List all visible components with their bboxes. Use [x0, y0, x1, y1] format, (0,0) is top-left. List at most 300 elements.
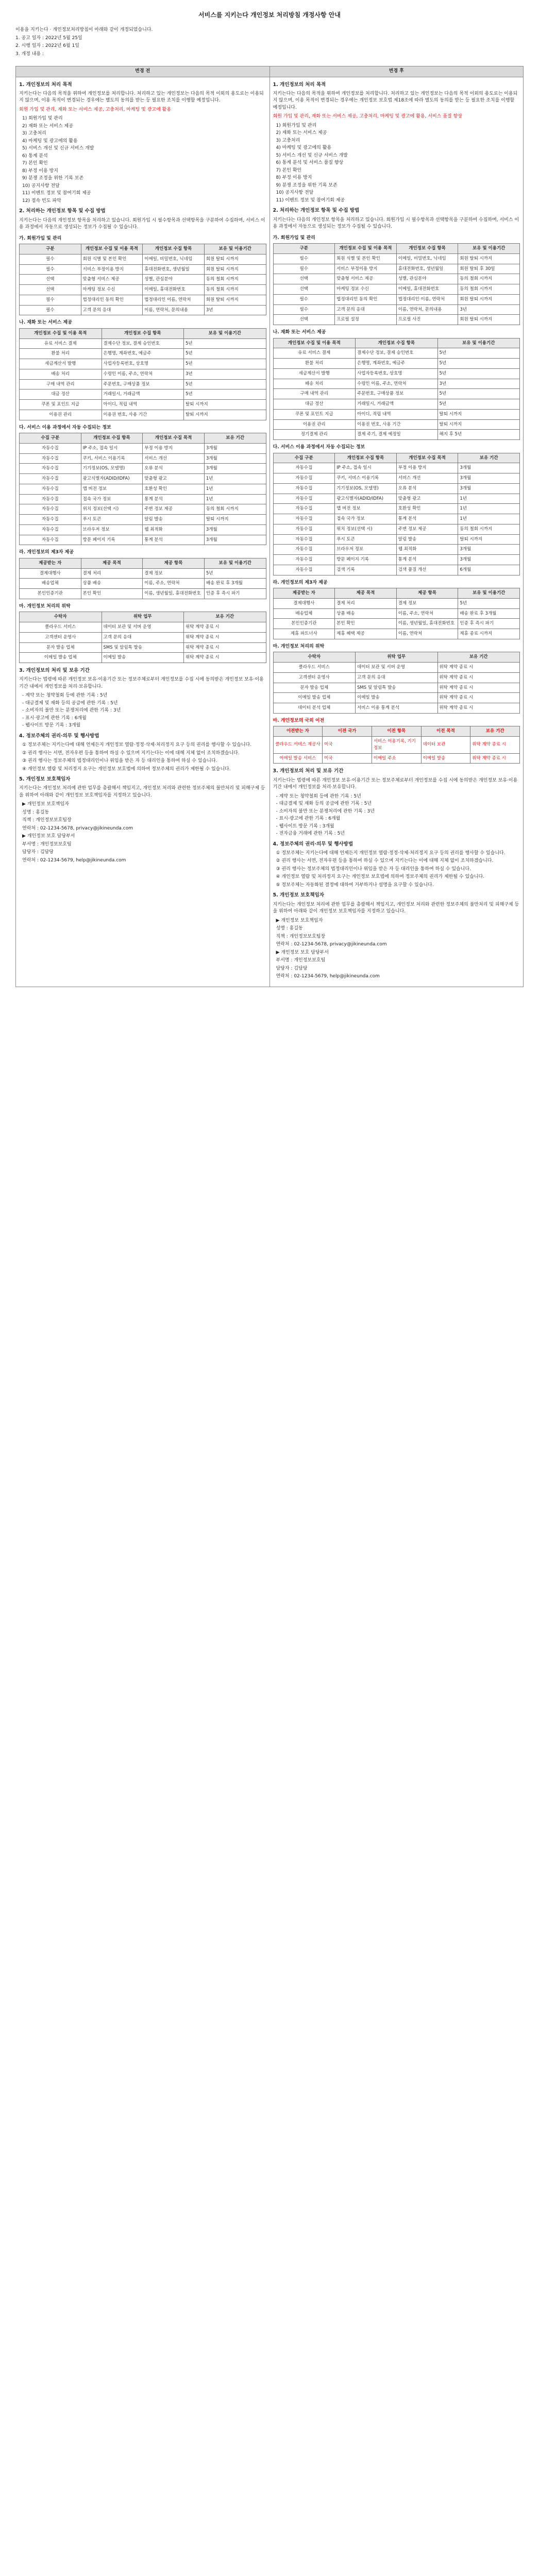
section-title: 3. 개인정보의 처리 및 보유 기간	[19, 668, 90, 673]
table-cell: 서비스 개선	[143, 453, 205, 464]
table-cell: 결제 정보	[396, 598, 458, 608]
table-cell: 필수	[20, 295, 81, 305]
table-cell: 위탁 계약 종료 시	[184, 622, 266, 633]
list-item: ④ 개인정보 열람 및 처리정지 요구는 개인정보 보호법에 의하여 정보주체의 권리가 제한될 수 있습니다.	[22, 766, 231, 772]
section-title: 2. 처리하는 개인정보 항목 및 수집 방법	[19, 208, 106, 214]
table-cell: 위탁 계약 종료 시	[437, 683, 520, 693]
column-header: 이전 항목	[372, 726, 421, 737]
table-row	[20, 305, 266, 315]
table-row	[273, 348, 520, 359]
table-cell: 탈퇴 시까지	[437, 419, 520, 430]
table-cell: 제휴 종료 시까지	[458, 629, 520, 639]
table-cell: 미국	[323, 737, 372, 754]
contact-line: 직책 : 개인정보보호팀장	[276, 934, 326, 939]
contact-line: 성명 : 홍길동	[276, 926, 303, 931]
intro-block	[0, 27, 539, 66]
table-cell: 브라우저 정보	[335, 545, 397, 555]
column-header: 이전 목적	[421, 726, 470, 737]
table-cell: 아이디, 적립 내역	[102, 400, 184, 410]
column-header: 보유 기간	[184, 612, 266, 622]
table-row	[20, 453, 266, 464]
table-cell: 1년	[204, 484, 266, 494]
table-row	[20, 524, 266, 535]
table-cell: 회원 식별 및 본인 확인	[81, 254, 143, 264]
table-cell: 배송 처리	[20, 369, 102, 379]
table-cell: 위탁 계약 종료 시	[437, 703, 520, 714]
column-header: 제공받는 자	[20, 558, 81, 568]
list-item: 5) 서비스 개선 및 신규 서비스 개발	[276, 152, 348, 158]
table-row	[273, 514, 520, 524]
table-cell: 탈퇴 시까지	[458, 534, 520, 545]
t6-table	[273, 726, 520, 764]
list-item: 11) 이벤트 정보 및 참여기회 제공	[276, 197, 345, 203]
list-item: 2) 재화 또는 서비스 제공	[276, 130, 327, 136]
table-row	[273, 368, 520, 379]
table-cell: 이름, 주소, 연락처	[143, 579, 205, 589]
table-cell: 주변 정보 제공	[143, 504, 205, 515]
table-cell: 법정대리인 동의 확인	[81, 295, 143, 305]
table-cell: 은행명, 계좌번호, 예금주	[102, 349, 184, 359]
table-cell: 위탁 계약 종료 시	[437, 693, 520, 703]
table-cell: 유료 서비스 결제	[20, 338, 102, 349]
table-cell: 데이터 보관 및 서버 운영	[356, 663, 438, 673]
column-header: 보유 기간	[458, 453, 520, 463]
table-row	[273, 753, 520, 764]
table-cell: 서비스 이용기록, 기기정보	[372, 737, 421, 754]
table-row	[273, 463, 520, 473]
table-row	[273, 534, 520, 545]
table-cell: 이용권 관리	[273, 419, 356, 430]
table-cell: 동의 철회 시까지	[458, 524, 520, 534]
contact-line: 부서명 : 개인정보보호팀	[276, 958, 326, 963]
column-header: 위탁 업무	[356, 652, 438, 663]
table-cell: 자동수집	[273, 555, 335, 565]
table-cell: 자동수집	[273, 514, 335, 524]
table-cell: 쿠키, 서비스 이용기록	[335, 473, 397, 484]
table-row	[20, 535, 266, 545]
before-column	[16, 77, 270, 987]
table-cell: 미국	[323, 753, 372, 764]
table-cell: 접속 국가 정보	[81, 494, 143, 504]
table-row	[20, 254, 266, 264]
table-cell: 앱 버전 정보	[335, 504, 397, 514]
table-cell: 상품 배송	[335, 608, 397, 619]
contact-line: 담당자 : 김담당	[276, 965, 308, 971]
list-item: ⑤ 정보주체는 자동화된 결정에 대하여 거부하거나 설명을 요구할 수 있습니다.	[276, 882, 434, 888]
table-cell: 자동수집	[20, 535, 81, 545]
table-cell: 동의 철회 시까지	[458, 274, 520, 284]
list-item: 7) 본인 확인	[22, 161, 48, 166]
table-row	[20, 504, 266, 515]
table-row	[273, 672, 520, 683]
table-header-row	[20, 328, 266, 338]
table-cell: 위탁 계약 종료 시	[437, 672, 520, 683]
table-row	[20, 589, 266, 599]
table-cell: 회원 탈퇴 시까지	[204, 254, 266, 264]
table-cell: 1년	[458, 514, 520, 524]
table-row	[273, 737, 520, 754]
list-item: - 소비자의 불만 또는 분쟁처리에 관한 기록 : 3년	[276, 808, 375, 814]
table-row	[273, 473, 520, 484]
table-header-row	[20, 433, 266, 444]
table-cell: 이름, 연락처, 문의내용	[143, 305, 205, 315]
table-row	[273, 274, 520, 284]
table-cell: 통계 분석	[396, 555, 458, 565]
table-cell: 문자 발송 업체	[273, 683, 356, 693]
table-cell: 본인인증기관	[273, 619, 335, 629]
list-item: 3) 고충처리	[276, 138, 300, 143]
column-header: 보유 및 이용기간	[458, 588, 520, 599]
table-cell: 6개월	[458, 565, 520, 575]
column-header: 보유 기간	[204, 433, 266, 444]
t1-table	[273, 243, 520, 325]
rights-list	[276, 850, 520, 889]
purpose-list	[22, 115, 266, 205]
list-item: ① 정보주체는 지키는다에 대해 언제든지 개인정보 열람·정정·삭제·처리정지 요구 등의 권리를 행사할 수 있습니다.	[276, 850, 506, 856]
table-cell: 통계 분석	[143, 535, 205, 545]
table-header-row	[273, 244, 520, 254]
column-header: 개인정보 수집 및 이용 목적	[81, 244, 143, 255]
list-item: 1) 회원가입 및 관리	[276, 123, 317, 128]
list-item: 7) 본인 확인	[276, 167, 302, 173]
table-cell: 본인인증기관	[20, 589, 81, 599]
purpose-highlight: 회원 가입 및 관리, 재화 또는 서비스 제공, 고충처리, 마케팅 및 광고에 활용, 서비스 품질 향상	[273, 114, 462, 120]
section-text: 지키는다는 다음의 개인정보 항목을 처리하고 있습니다. 회원가입 시 필수항목과 선택항목을 구분하여 수집하며, 서비스 이용 과정에서 자동으로 생성되는 정보가 수집될 수 있습니다.	[19, 217, 265, 230]
list-item: - 대금결제 및 재화 등의 공급에 관한 기록 : 5년	[276, 801, 372, 806]
table-cell: 고객센터 운영사	[20, 632, 102, 642]
table-cell: 이름, 생년월일, 휴대전화번호	[143, 589, 205, 599]
after-column	[270, 77, 524, 987]
table-row	[273, 389, 520, 399]
section-title: 4. 정보주체의 권리·의무 및 행사방법	[273, 841, 353, 847]
table-cell: 이름, 연락처, 문의내용	[396, 304, 458, 315]
table-cell: 배송 처리	[273, 379, 356, 389]
table-cell: 5년	[184, 389, 266, 400]
table-cell: 위탁 계약 종료 시	[184, 653, 266, 663]
table-cell: SMS 및 알림톡 발송	[102, 642, 184, 653]
list-item: - 웹사이트 방문 기록 : 3개월	[22, 723, 81, 728]
table-cell: 위탁 계약 종료 시	[470, 753, 520, 764]
column-header: 이전받는 자	[273, 726, 323, 737]
table-cell: 유료 서비스 결제	[273, 348, 356, 359]
table-row	[20, 653, 266, 663]
table-row	[273, 304, 520, 315]
table-cell: 3년	[458, 304, 520, 315]
table-cell: 동의 철회 시까지	[204, 275, 266, 285]
list-item: - 대금결제 및 재화 등의 공급에 관한 기록 : 5년	[22, 700, 118, 706]
table-cell: 이메일 발송 업체	[273, 693, 356, 703]
rights-list	[22, 742, 266, 773]
table-cell: 자동수집	[273, 483, 335, 494]
table-cell: 이용권 번호, 사용 기간	[356, 419, 438, 430]
table-cell: 3개월	[458, 555, 520, 565]
table-cell: 위탁 계약 종료 시	[437, 663, 520, 673]
table-cell: 자동수집	[273, 545, 335, 555]
column-header: 개인정보 수집 및 이용 목적	[335, 244, 397, 254]
table-row	[20, 400, 266, 410]
column-header: 보유 및 이용기간	[458, 244, 520, 254]
comparison-table	[15, 66, 524, 987]
column-header: 제공 항목	[396, 588, 458, 599]
table-cell: 탈퇴 시까지	[184, 400, 266, 410]
table-cell: 수령인 이름, 주소, 연락처	[102, 369, 184, 379]
contact-line: 성명 : 홍길동	[22, 809, 49, 815]
table-cell: 이메일 발송	[356, 693, 438, 703]
table-row	[273, 430, 520, 440]
column-header: 보유 기간	[437, 652, 520, 663]
contact-line: 담당자 : 김담당	[22, 850, 54, 855]
table-cell: 결제 처리	[335, 598, 397, 608]
table-cell: 검색 품질 개선	[396, 565, 458, 575]
table-row	[20, 515, 266, 525]
table-cell: 이메일, 비밀번호, 닉네임	[396, 253, 458, 264]
table-cell: 3개월	[458, 545, 520, 555]
table-cell: 성별, 관심분야	[396, 274, 458, 284]
section-text: 지키는다는 다음의 목적을 위하여 개인정보를 처리합니다. 처리하고 있는 개인정보는 다음의 목적 이외의 용도로는 이용되지 않으며, 이용 목적이 변경되는 경우에는 개인정보 보호법 제18조에 따라 별도의 동의를 받는 등 필요한 조치를 이행할 예정입니다.	[273, 91, 518, 110]
table-cell: 고객 문의 응대	[102, 632, 184, 642]
table-cell: 푸시 토큰	[81, 515, 143, 525]
table-cell: 서비스 이용 통계 분석	[356, 703, 438, 714]
table-row	[20, 622, 266, 633]
contact-line: ▶ 개인정보 보호책임자	[276, 918, 323, 923]
table-cell: 필수	[20, 264, 81, 275]
table-cell: 휴대전화번호, 생년월일	[396, 264, 458, 274]
list-item: 10) 공지사항 전달	[276, 190, 314, 196]
table-cell: 거래일시, 거래금액	[356, 399, 438, 410]
table-row	[20, 410, 266, 420]
column-header: 개인정보 수집 항목	[335, 453, 397, 463]
table-row	[20, 632, 266, 642]
table-cell: 수령인 이름, 주소, 연락처	[356, 379, 438, 389]
table-cell: 자동수집	[273, 524, 335, 534]
table-cell: 접속 국가 정보	[335, 514, 397, 524]
table-cell: 고객 문의 응대	[356, 672, 438, 683]
table-cell: 결제대행사	[20, 568, 81, 579]
t2-table	[19, 328, 266, 420]
table-cell: 자동수집	[20, 443, 81, 453]
list-item: 4) 마케팅 및 광고에의 활용	[22, 138, 78, 144]
section-title: 2. 처리하는 개인정보 항목 및 수집 방법	[273, 208, 360, 214]
purpose-list	[276, 123, 520, 205]
page-title: 서비스를 지키는다 개인정보 처리방침 개정사항 안내	[198, 11, 341, 19]
table-cell: 위탁 계약 종료 시	[184, 642, 266, 653]
contact-line: ▶ 개인정보 보호 담당부서	[276, 950, 329, 955]
section-title: 4. 정보주체의 권리·의무 및 행사방법	[19, 733, 99, 739]
list-item: ④ 개인정보 열람 및 처리정지 요구는 개인정보 보호법에 의하여 정보주체의 권리가 제한될 수 있습니다.	[276, 874, 485, 880]
table-row	[273, 524, 520, 534]
table-row	[273, 294, 520, 304]
column-header: 보유 및 이용기간	[204, 244, 266, 255]
table-cell: 호환성 확인	[396, 504, 458, 514]
table-cell: 5년	[184, 338, 266, 349]
list-item: 5) 서비스 개선 및 신규 서비스 개발	[22, 146, 94, 151]
table-row	[273, 419, 520, 430]
table-row	[273, 565, 520, 575]
table-cell: 통계 분석	[396, 514, 458, 524]
table-cell: 인증 후 즉시 파기	[458, 619, 520, 629]
table-header-row	[273, 338, 520, 348]
table-row	[20, 474, 266, 484]
table-cell: 서비스 개선	[396, 473, 458, 484]
table-row	[273, 663, 520, 673]
table-cell: 선택	[273, 315, 335, 325]
table-cell: 자동수집	[20, 453, 81, 464]
contact-line: 연락처 : 02-1234-5678, privacy@jikineunda.com	[276, 942, 387, 947]
after-header: 변경 후	[270, 66, 524, 77]
table-cell: 방문 페이지 기록	[335, 555, 397, 565]
column-header: 보유 및 이용기간	[184, 328, 266, 338]
contact-line: 연락처 : 02-1234-5679, help@jikineunda.com	[22, 857, 126, 863]
column-header: 개인정보 수집 항목	[102, 328, 184, 338]
table-row	[273, 703, 520, 714]
table-cell: 자동수집	[273, 565, 335, 575]
table-cell: 3개월	[458, 463, 520, 473]
intro-line: 3. 개정 내용 :	[15, 51, 44, 57]
table-header-row	[273, 726, 520, 737]
table-label: 나. 재화 또는 서비스 제공	[273, 330, 326, 335]
table-row	[20, 338, 266, 349]
column-header: 수집 구분	[273, 453, 335, 463]
list-item: - 소비자의 불만 또는 분쟁처리에 관한 기록 : 3년	[22, 708, 121, 714]
contact-line: ▶ 개인정보 보호책임자	[22, 802, 69, 807]
table-cell: 서비스 부정이용 방지	[335, 264, 397, 274]
table-cell: 탈퇴 시까지	[437, 409, 520, 419]
column-header: 개인정보 수집 항목	[81, 433, 143, 444]
table-label: 라. 개인정보의 제3자 제공	[19, 550, 74, 555]
table-cell: 정기결제 관리	[273, 430, 356, 440]
table-cell: 회원 식별 및 본인 확인	[335, 253, 397, 264]
table-cell: 푸시 토큰	[335, 534, 397, 545]
table-row	[20, 389, 266, 400]
table-cell: 주문번호, 구매상품 정보	[356, 389, 438, 399]
table-cell: 5년	[437, 399, 520, 410]
table-cell: 알림 발송	[143, 515, 205, 525]
table-cell: 알림 발송	[396, 534, 458, 545]
table-cell: 부정 이용 방지	[143, 443, 205, 453]
table-cell: 이메일 주소	[372, 753, 421, 764]
list-item: 6) 통계 분석 및 서비스 품질 향상	[276, 160, 344, 166]
list-item: ① 정보주체는 지키는다에 대해 언제든지 개인정보 열람·정정·삭제·처리정지 요구 등의 권리를 행사할 수 있습니다.	[22, 742, 252, 748]
contact-line: ▶ 개인정보 보호 담당부서	[22, 834, 75, 839]
section-title: 3. 개인정보의 처리 및 보유 기간	[273, 768, 344, 774]
table-cell: 3개월	[204, 453, 266, 464]
table-cell: 필수	[20, 254, 81, 264]
table-cell: 프로필 사진	[396, 315, 458, 325]
table-header-row	[20, 612, 266, 622]
table-row	[20, 275, 266, 285]
table-cell: 자동수집	[20, 474, 81, 484]
table-row	[273, 264, 520, 274]
table-cell: 앱 버전 정보	[81, 484, 143, 494]
table-cell: 자동수집	[20, 484, 81, 494]
column-header: 개인정보 수집 항목	[356, 338, 438, 348]
table-cell: 오류 분석	[143, 464, 205, 474]
table-cell: 사업자등록번호, 상호명	[102, 359, 184, 369]
table-cell: 배송업체	[20, 579, 81, 589]
table-row	[273, 608, 520, 619]
t4-table	[19, 558, 266, 599]
table-cell: 클라우드 서비스	[20, 622, 102, 633]
retention-list	[276, 793, 520, 838]
table-cell: 환불 처리	[273, 359, 356, 369]
table-row	[273, 504, 520, 514]
t3-table	[273, 453, 520, 575]
table-row	[20, 443, 266, 453]
list-item: 2) 재화 또는 서비스 제공	[22, 123, 73, 129]
table-cell: IP 주소, 접속 일시	[81, 443, 143, 453]
table-row	[20, 359, 266, 369]
table-cell: 동의 철회 시까지	[204, 504, 266, 515]
table-row	[20, 264, 266, 275]
table-cell: 배송업체	[273, 608, 335, 619]
section-title: 5. 개인정보 보호책임자	[273, 892, 324, 899]
section-text: 지키는다는 개인정보 처리에 관한 업무를 총괄해서 책임지고, 개인정보 처리와 관련한 정보주체의 불만처리 및 피해구제 등을 위하여 아래와 같이 개인정보 보호책임자를 지정하고 있습니다.	[19, 786, 265, 798]
contact-line: 부서명 : 개인정보보호팀	[22, 841, 72, 847]
table-cell: 이용권 관리	[20, 410, 102, 420]
table-cell: 1년	[204, 474, 266, 484]
list-item: - 전자금융 거래에 관한 기록 : 5년	[276, 831, 345, 836]
table-cell: 마케팅 정보 수신	[335, 284, 397, 295]
table-cell: 5년	[437, 348, 520, 359]
table-cell: 5년	[458, 598, 520, 608]
table-cell: 3개월	[204, 443, 266, 453]
table-cell: 배송 완료 후 3개월	[204, 579, 266, 589]
table-cell: 선택	[20, 285, 81, 295]
table-cell: 은행명, 계좌번호, 예금주	[356, 359, 438, 369]
table-cell: 프로필 설정	[335, 315, 397, 325]
list-item: 9) 분쟁 조정을 위한 기록 보존	[22, 176, 84, 181]
intro-line: 2. 시행 일자 : 2022년 6월 1일	[15, 43, 79, 48]
table-cell: 고객센터 운영사	[273, 672, 356, 683]
table-cell: 1년	[458, 504, 520, 514]
section-title: 5. 개인정보 보호책임자	[19, 776, 71, 782]
table-cell: 주변 정보 제공	[396, 524, 458, 534]
table-row	[20, 295, 266, 305]
table-header-row	[273, 453, 520, 463]
table-header-row	[273, 652, 520, 663]
intro-line: 이용을 지키는다 · 개인정보처리방침이 아래와 같이 개정되었습니다.	[15, 27, 153, 32]
t5-table	[273, 652, 520, 714]
column-header: 수집 구분	[20, 433, 81, 444]
table-cell: 자동수집	[273, 494, 335, 504]
table-cell: 법정대리인 동의 확인	[335, 294, 397, 304]
table-cell: 구매 내역 관리	[273, 389, 356, 399]
table-cell: 회원 탈퇴 후 30일	[458, 264, 520, 274]
list-item: ③ 권리 행사는 정보주체의 법정대리인이나 위임을 받은 자 등 대리인을 통하여 하실 수 있습니다.	[276, 866, 471, 872]
table-cell: 방문 페이지 기록	[81, 535, 143, 545]
table-cell: 3개월	[458, 473, 520, 484]
column-header: 개인정보 수집 항목	[143, 244, 205, 255]
table-label: 다. 서비스 이용 과정에서 자동 수집되는 정보	[19, 425, 111, 430]
table-row	[273, 399, 520, 410]
table-cell: 회원 탈퇴 시까지	[458, 315, 520, 325]
list-item: 8) 부정 이용 방지	[276, 175, 312, 181]
table-row	[273, 693, 520, 703]
table-label: 마. 개인정보 처리의 위탁	[19, 603, 71, 609]
list-item: 8) 부정 이용 방지	[22, 168, 58, 174]
table-cell: 5년	[184, 359, 266, 369]
table-cell: 1년	[204, 494, 266, 504]
column-header: 개인정보 수집 항목	[396, 244, 458, 254]
table-row	[273, 629, 520, 639]
retention-list	[22, 692, 266, 730]
table-cell: 결제 처리	[81, 568, 143, 579]
table-row	[20, 369, 266, 379]
table-row	[273, 253, 520, 264]
table-cell: 결제 정보	[143, 568, 205, 579]
column-header: 수탁자	[20, 612, 102, 622]
table-row	[20, 285, 266, 295]
